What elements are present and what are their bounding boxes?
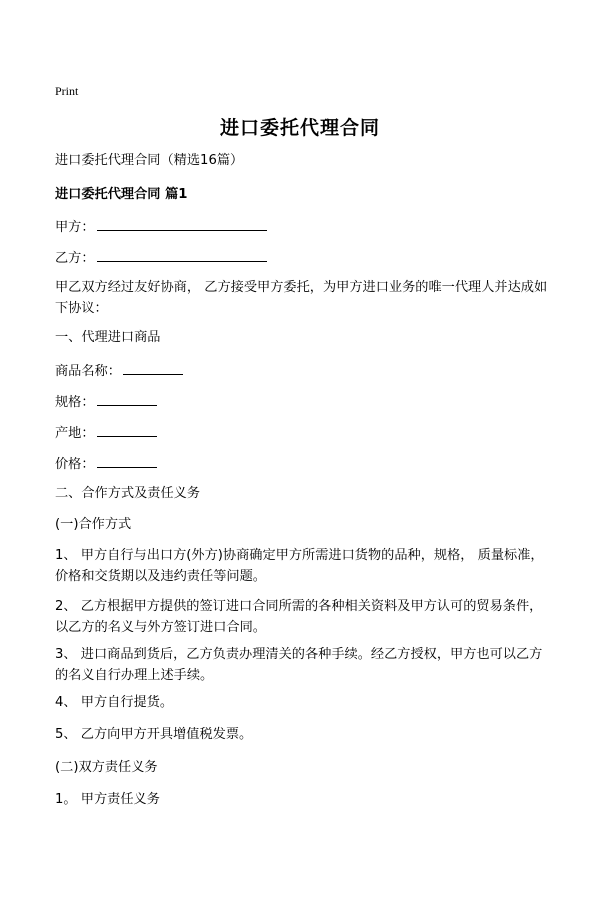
print-link[interactable]: Print (55, 84, 79, 98)
section1-heading: 一、代理进口商品 (55, 330, 161, 345)
section-heading: 进口委托代理合同 篇1 (55, 187, 188, 202)
document-title: 进口委托代理合同 (219, 117, 380, 139)
section2-sub2: (二)双方责任义务 (55, 760, 158, 775)
field-price (55, 453, 157, 475)
clause-4: 4、 甲方自行提货。 (55, 695, 174, 710)
field-product-name-label: 商品名称： (55, 364, 121, 379)
clause-3: 3、 进口商品到货后，乙方负责办理清关的各种手续。经乙方授权，甲方也可以乙方的名义自行办理上述手续。 (55, 647, 543, 683)
field-product-name (55, 360, 183, 382)
field-price-label: 价格： (55, 457, 95, 472)
section2-heading: 二、合作方式及责任义务 (55, 486, 201, 501)
party-a-line (55, 216, 267, 238)
field-spec-blank (97, 391, 157, 406)
section2-sub2-item: 1。 甲方责任义务 (55, 792, 160, 807)
party-b-blank (97, 247, 267, 262)
field-origin-label: 产地： (55, 426, 95, 441)
field-spec (55, 391, 157, 413)
intro-paragraph: 甲乙双方经过友好协商， 乙方接受甲方委托，为甲方进口业务的唯一代理人并达成如下协议： (55, 280, 548, 316)
field-origin (55, 422, 157, 444)
field-spec-label: 规格： (55, 395, 95, 410)
party-b-label: 乙方： (55, 251, 95, 266)
field-price-blank (97, 453, 157, 468)
party-b-line (55, 247, 267, 269)
clause-2: 2、 乙方根据甲方提供的签订进口合同所需的各种相关资料及甲方认可的贸易条件，以乙方的名义与外方签订进口合同。 (55, 599, 543, 635)
field-origin-blank (97, 422, 157, 437)
party-a-blank (97, 216, 267, 231)
document-subtitle: 进口委托代理合同（精选16篇） (55, 153, 244, 168)
field-product-name-blank (123, 360, 183, 375)
section2-sub1: (一)合作方式 (55, 517, 132, 532)
clause-1: 1、 甲方自行与出口方(外方)协商确定甲方所需进口货物的品种，规格， 质量标准，价格和交货期以及违约责任等问题。 (55, 548, 544, 584)
clause-5: 5、 乙方向甲方开具增值税发票。 (55, 727, 253, 742)
party-a-label: 甲方： (55, 220, 95, 235)
